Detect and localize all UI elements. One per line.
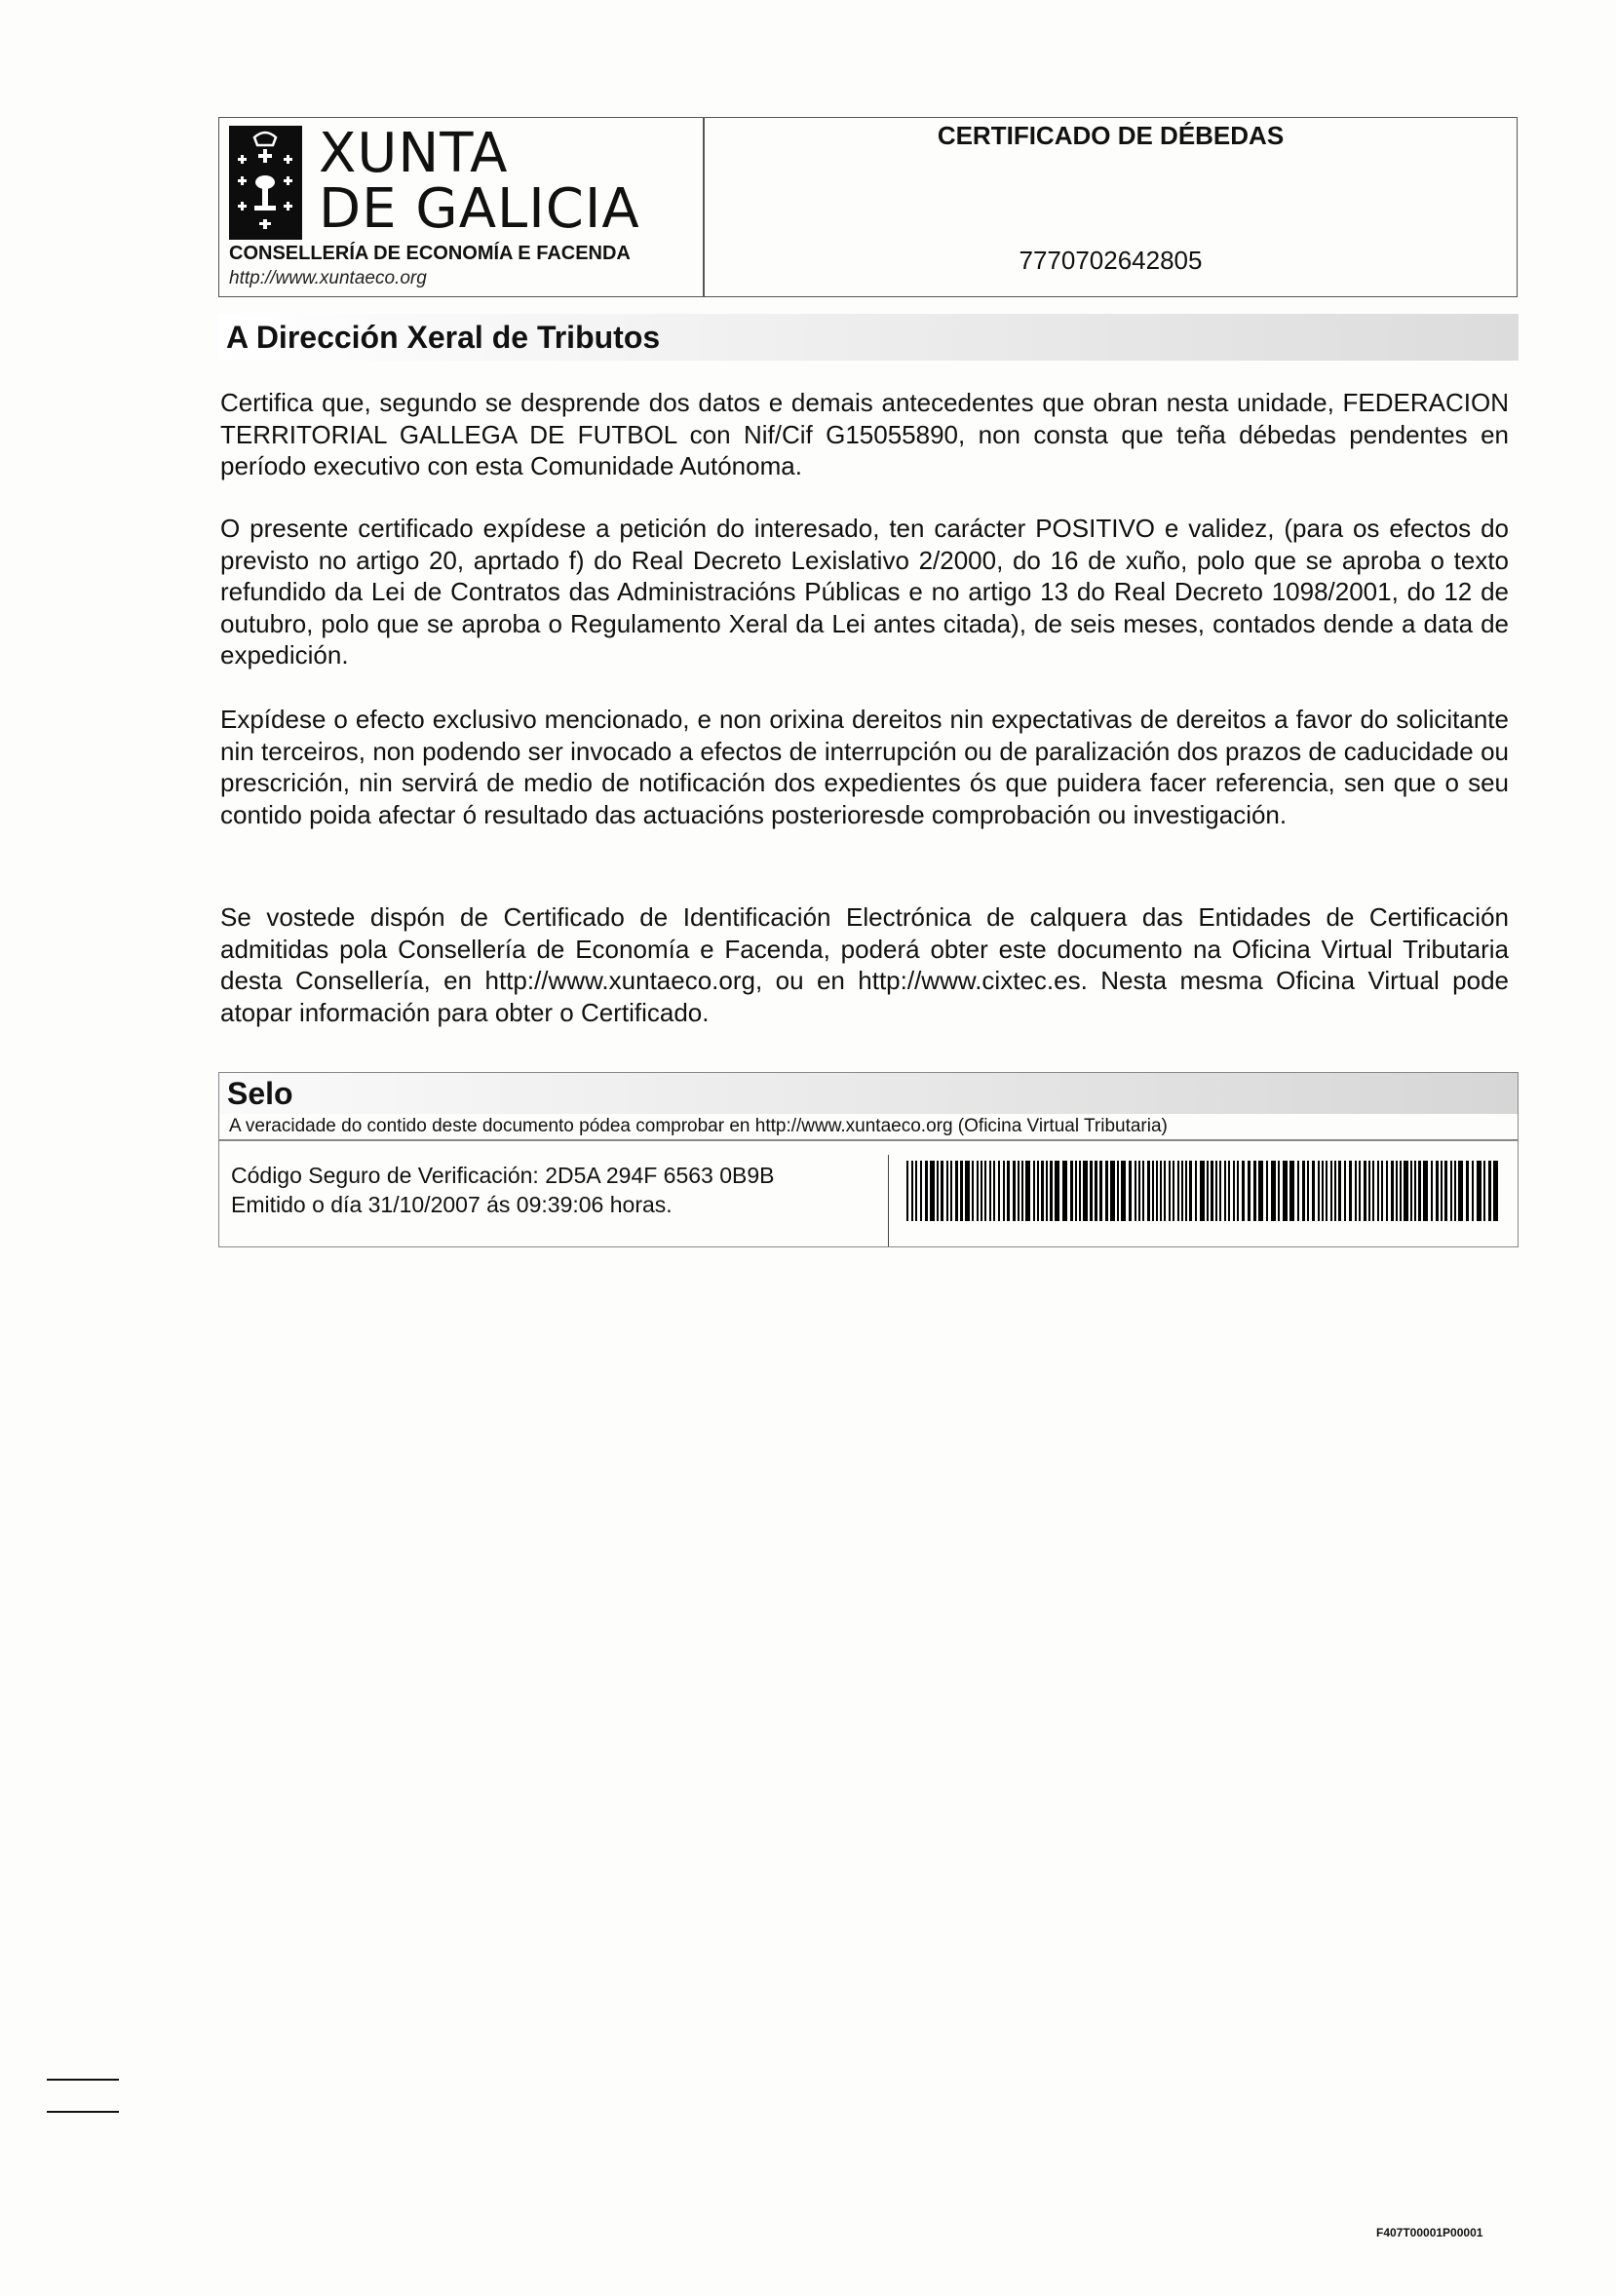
barcode-icon [906,1161,1501,1221]
galicia-crest-icon [229,126,302,240]
seal-divider [219,1139,1518,1141]
seal-box [218,1072,1519,1247]
barcode-box [888,1155,1517,1246]
logo-line-1: XUNTA [319,122,509,185]
form-code: F407T00001P00001 [1376,2226,1483,2239]
body-paragraph: O presente certificado expídese a petición do interesado, ten carácter POSITIVO e validez, (para os efectos do previsto no artigo 20, aprtado f) do Real Decreto Lexislativo 2/2000, do 16 de xuño, polo que se aproba o texto refundido da Lei de Contratos das Administracións Públicas e no artigo 13 do Real Decreto 1098/2001, do 12 de outubro, polo que se aproba o Regulamento Xeral da Lei antes citada), de seis meses, contados dende a data de expedición. [220,514,1509,670]
verification-note: A veracidade do contido deste documento pódea comprobar en http://www.xuntaeco.org (Oficina Virtual Tributaria) [229,1116,1168,1136]
logo-line-2: DE GALICIA [319,177,640,241]
body-paragraph: Expídese o efecto exclusivo mencionado, e non orixina dereitos nin expectativas de dereitos a favor do solicitante nin terceiros, non podendo ser invocado a efectos de interrupción ou de paralización dos prazos de caducidade ou prescrición, nin servirá de medio de notificación dos expedientes ós que puidera facer referencia, sen que o seu contido poida afectar ó resultado das actuacións posterioresde comprobación ou investigación. [220,705,1509,829]
section-heading-bar [218,314,1519,361]
section-title: A Dirección Xeral de Tributos [226,320,661,355]
margin-mark [47,2079,119,2081]
department-website: http://www.xuntaeco.org [229,268,427,288]
body-paragraph: Se vostede dispón de Certificado de Identificación Electrónica de calquera das Entidades de Certificación admitidas pola Consellería de Economía e Facenda, poderá obter este documento na Oficina Virtual Tributaria desta Consellería, en http://www.xuntaeco.org, ou en http://www.cixtec.es. Nesta mesma Oficina Virtual pode atopar información para obter o Certificado. [220,902,1509,1027]
document-type-title: CERTIFICADO DE DÉBEDAS [937,121,1285,150]
body-paragraph: Certifica que, segundo se desprende dos datos e demais antecedentes que obran nesta unidade, FEDERACION TERRITORIAL GALLEGA DE FUTBOL con Nif/Cif G15055890, non consta que teña débedas pendentes en período executivo con esta Comunidade Autónoma. [220,388,1509,480]
seal-title: Selo [227,1076,293,1111]
issue-date: Emitido o día 31/10/2007 ás 09:39:06 horas. [231,1192,673,1217]
margin-mark [47,2111,119,2113]
department-name: CONSELLERÍA DE ECONOMÍA E FACENDA [229,243,631,264]
certificate-number: 7770702642805 [1019,246,1203,275]
seal-heading-bar [219,1073,1518,1114]
logo-wordmark [319,122,640,241]
verification-code: Código Seguro de Verificación: 2D5A 294F 6563 0B9B [231,1163,775,1188]
header-box [218,117,1518,297]
